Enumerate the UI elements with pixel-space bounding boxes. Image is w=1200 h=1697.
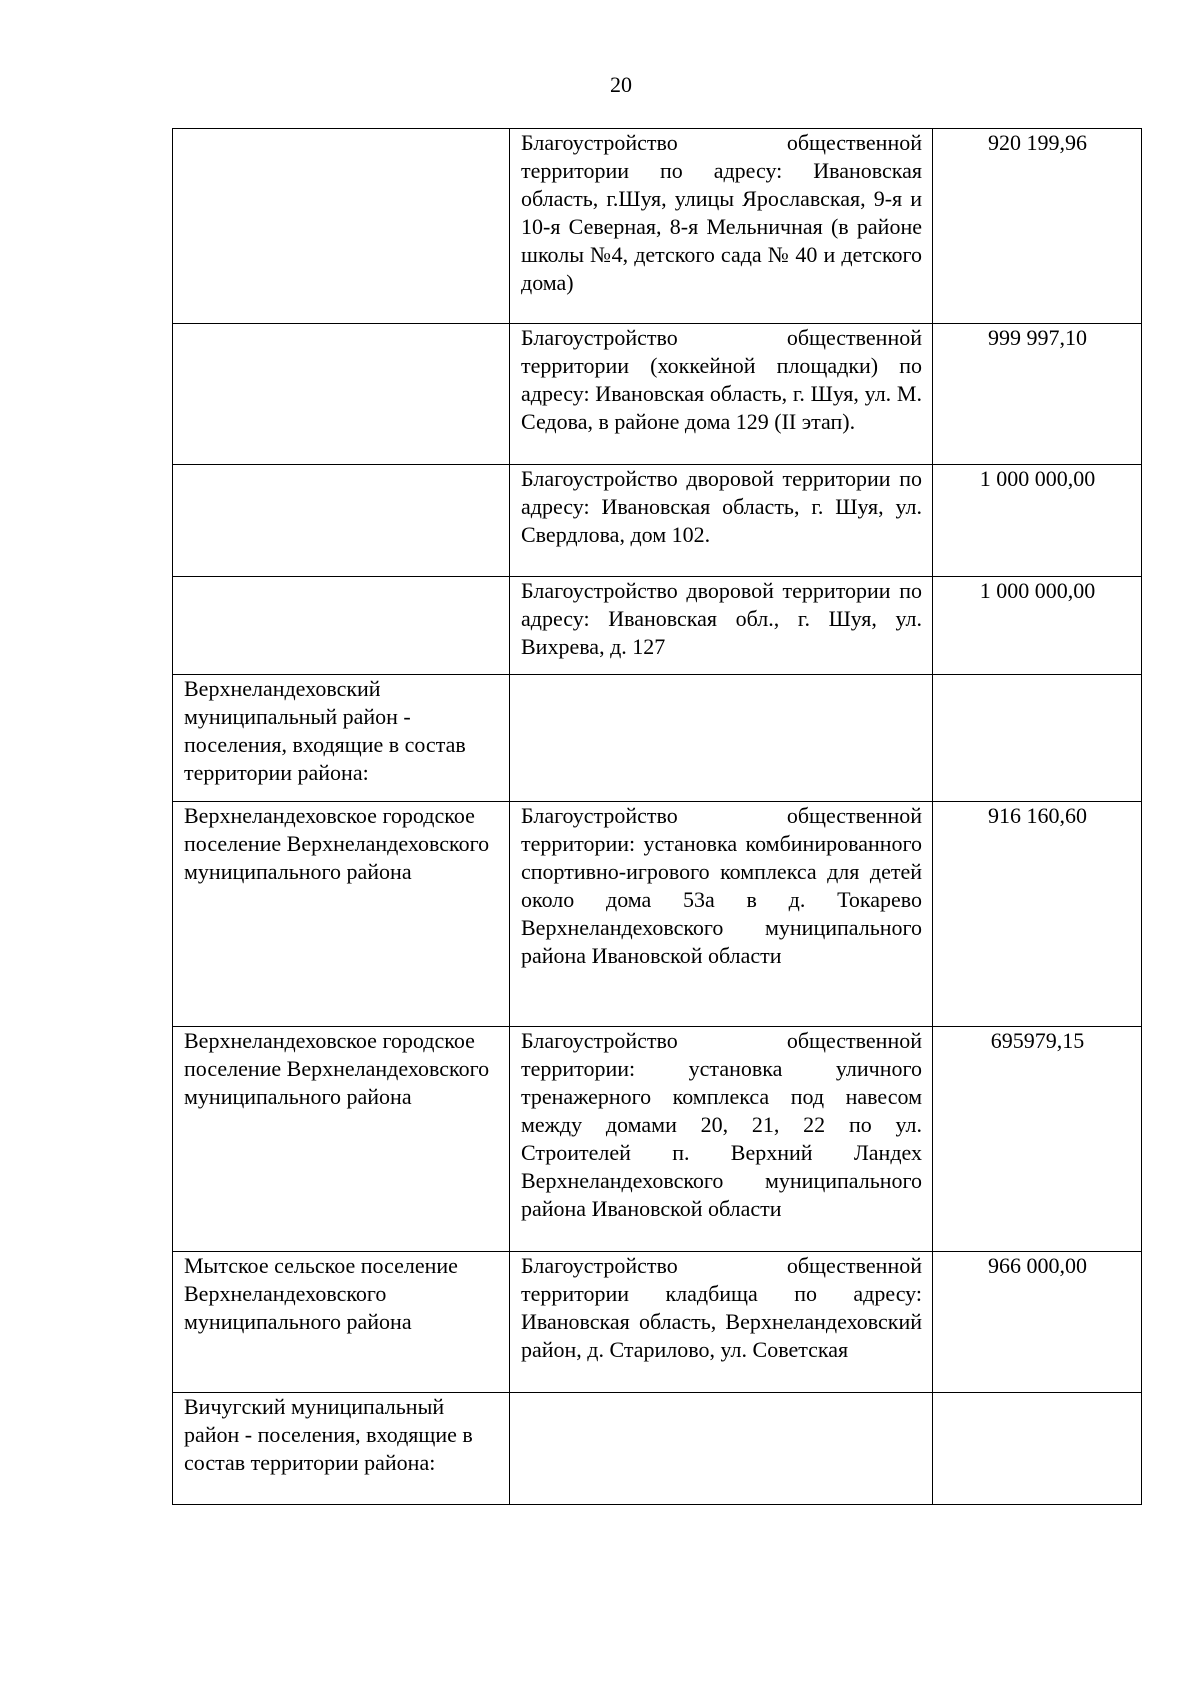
project-description-cell: Благоустройство общественной территории по адресу: Ивановская область, г.Шуя, улицы Ярославская, 9-я и 10-я Северная, 8-я Мельничная (в районе школы №4, детского сада № 40 и детского дома) xyxy=(510,129,933,324)
table-row xyxy=(173,1252,1142,1393)
table-row xyxy=(173,1027,1142,1252)
project-description-cell: Благоустройство общественной территории кладбища по адресу: Ивановская область, Верхнеландеховский район, д. Старилово, ул. Советская xyxy=(510,1252,933,1393)
amount-cell xyxy=(933,1393,1142,1505)
project-description-cell: Благоустройство дворовой территории по адресу: Ивановская обл., г. Шуя, ул. Вихрева, д. 127 xyxy=(510,577,933,675)
project-description-cell xyxy=(510,1393,933,1505)
project-description-cell: Благоустройство общественной территории (хоккейной площадки) по адресу: Ивановская область, г. Шуя, ул. М. Седова, в районе дома 129 (II этап). xyxy=(510,324,933,465)
page-number: 20 xyxy=(610,72,632,97)
project-description-cell xyxy=(510,675,933,802)
settlement-cell: Верхнеландеховское городское поселение Верхнеландеховского муниципального района xyxy=(173,1027,510,1252)
table-row xyxy=(173,577,1142,675)
amount-cell: 999 997,10 xyxy=(933,324,1142,465)
amount-cell: 920 199,96 xyxy=(933,129,1142,324)
settlement-cell xyxy=(173,129,510,324)
table-row xyxy=(173,465,1142,577)
table-row xyxy=(173,675,1142,802)
settlement-cell: Верхнеландеховское городское поселение Верхнеландеховского муниципального района xyxy=(173,802,510,1027)
settlement-cell: Верхнеландеховский муниципальный район - поселения, входящие в состав территории района: xyxy=(173,675,510,802)
table-row xyxy=(173,1393,1142,1505)
table-row xyxy=(173,802,1142,1027)
funding-table xyxy=(172,128,1142,1505)
settlement-cell xyxy=(173,465,510,577)
project-description-cell: Благоустройство общественной территории: установка комбинированного спортивно-игрового комплекса для детей около дома 53а в д. Токарево Верхнеландеховского муниципального района Ивановской области xyxy=(510,802,933,1027)
settlement-cell xyxy=(173,577,510,675)
amount-cell: 916 160,60 xyxy=(933,802,1142,1027)
settlement-cell: Вичугский муниципальный район - поселения, входящие в состав территории района: xyxy=(173,1393,510,1505)
amount-cell: 1 000 000,00 xyxy=(933,465,1142,577)
amount-cell: 1 000 000,00 xyxy=(933,577,1142,675)
amount-cell xyxy=(933,675,1142,802)
table-row xyxy=(173,129,1142,324)
project-description-cell: Благоустройство общественной территории: установка уличного тренажерного комплекса под навесом между домами 20, 21, 22 по ул. Строителей п. Верхний Ландех Верхнеландеховского муниципального района Ивановской области xyxy=(510,1027,933,1252)
settlement-cell xyxy=(173,324,510,465)
amount-cell: 966 000,00 xyxy=(933,1252,1142,1393)
table-row xyxy=(173,324,1142,465)
settlement-cell: Мытское сельское поселение Верхнеландеховского муниципального района xyxy=(173,1252,510,1393)
amount-cell: 695979,15 xyxy=(933,1027,1142,1252)
project-description-cell: Благоустройство дворовой территории по адресу: Ивановская область, г. Шуя, ул. Свердлова, дом 102. xyxy=(510,465,933,577)
